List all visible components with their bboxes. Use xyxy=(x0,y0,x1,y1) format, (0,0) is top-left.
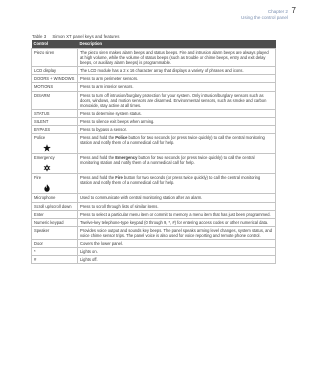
table-row-scroll-up-scroll-down xyxy=(32,202,276,210)
column-header-description: Description xyxy=(78,40,276,49)
control-name: SILENT xyxy=(34,118,49,124)
page-number: 7 xyxy=(291,6,296,15)
control-name: Fire xyxy=(34,175,42,181)
description-cell: The piezo siren makes alarm beeps and status beeps. Fire and intrusion alarm beeps are always played at high volume, while the volume of status beeps (such as trouble or chime beeps, entry and exit delay beeps, or auxiliary alarm beeps) is programmable. xyxy=(78,49,276,67)
table-row-police xyxy=(32,134,276,154)
control-cell xyxy=(32,218,78,226)
control-cell xyxy=(32,117,78,125)
control-name: DISARM xyxy=(34,92,50,98)
description-cell: Lights off. xyxy=(78,256,276,264)
control-name: BYPASS xyxy=(34,127,51,133)
description-cell: Covers the lower panel. xyxy=(78,239,276,247)
table-caption xyxy=(32,34,119,39)
control-cell xyxy=(32,83,78,91)
control-cell xyxy=(32,67,78,75)
description-cell: Provides voice output and sounds key beeps. The panel speaks arming level changes, system status, and voice chime sensor trips. The panel voice is also used for voice reporting and remote phone control. xyxy=(78,226,276,239)
description-cell: Press to scroll through lists of similar items. xyxy=(78,202,276,210)
control-cell xyxy=(32,248,78,256)
description-cell: Press to arm perimeter sensors. xyxy=(78,75,276,83)
control-name: Numeric keypad xyxy=(34,219,64,225)
table-header-row xyxy=(32,40,276,49)
control-cell xyxy=(32,239,78,247)
description-cell: Lights on. xyxy=(78,248,276,256)
table-row-microphone xyxy=(32,194,276,202)
control-name: # xyxy=(34,257,37,263)
control-cell xyxy=(32,75,78,83)
description-cell: Press and hold the Fire button for two seconds (or press twice quickly) to call the central monitoring station and notify them of a nonmedical call for help. xyxy=(78,174,276,194)
control-cell xyxy=(32,174,78,194)
control-name: * xyxy=(34,249,36,255)
control-name: LCD display xyxy=(34,68,57,74)
control-cell xyxy=(32,194,78,202)
table-row-silent xyxy=(32,117,276,125)
emergency-cross-icon xyxy=(34,164,75,172)
control-cell xyxy=(32,91,78,109)
table-row-numeric-keypad xyxy=(32,218,276,226)
table-row-doors-windows xyxy=(32,75,276,83)
panel-keys-table xyxy=(31,40,276,264)
control-name: STATUS xyxy=(34,110,50,116)
control-cell xyxy=(32,210,78,218)
control-cell xyxy=(32,134,78,154)
table-row-disarm xyxy=(32,91,276,109)
control-name: Speaker xyxy=(34,227,50,233)
description-cell: Twelve-key telephone-type keypad (0 through 9, *, #) for entering access codes or other numerical data. xyxy=(78,218,276,226)
table-caption-label: Table 3 xyxy=(32,34,47,39)
description-cell: Press to arm interior sensors. xyxy=(78,83,276,91)
table-row-status xyxy=(32,109,276,117)
table-row-door xyxy=(32,239,276,247)
description-cell: Press and hold the Emergency button for two seconds (or press twice quickly) to call the central monitoring station and notify them of a nonmedical call for help. xyxy=(78,154,276,174)
table-row-bypass xyxy=(32,126,276,134)
control-name: Microphone xyxy=(34,195,56,201)
control-name: Piezo siren xyxy=(34,50,55,55)
description-cell: Press to select a particular menu item or commit to memory a menu item that has just been programmed. xyxy=(78,210,276,218)
table-body xyxy=(32,49,276,264)
column-header-control: Control xyxy=(32,40,78,49)
table-row-motions xyxy=(32,83,276,91)
description-cell: Press to bypass a sensor. xyxy=(78,126,276,134)
chapter-label: Chapter 2 xyxy=(267,9,288,14)
control-name: Police xyxy=(34,135,46,141)
control-name: Emergency xyxy=(34,155,55,161)
table-row-key-17 xyxy=(32,248,276,256)
table-caption-text: Simon XT panel keys and features xyxy=(52,34,120,39)
police-star-icon xyxy=(34,144,75,152)
description-cell: Press to silence exit beeps when arming. xyxy=(78,117,276,125)
control-cell xyxy=(32,226,78,239)
control-name: Enter xyxy=(34,211,44,217)
description-cell: Press to determine system status. xyxy=(78,109,276,117)
control-cell xyxy=(32,202,78,210)
table-row-fire xyxy=(32,174,276,194)
control-name: Door xyxy=(34,240,43,246)
description-cell: Press to turn off intrusion/burglary protection for your system. Only intrusion/burglary sensors such as doors, windows, and motion sensors are disarmed. Environmental sensors, such as smoke and carbon monoxide, stay active at all times. xyxy=(78,91,276,109)
control-name: MOTIONS xyxy=(34,84,54,90)
control-cell xyxy=(32,154,78,174)
control-name: Scroll up/scroll down xyxy=(34,203,72,209)
table-row-speaker xyxy=(32,226,276,239)
control-cell xyxy=(32,256,78,264)
control-cell xyxy=(32,126,78,134)
control-name: DOORS + WINDOWS xyxy=(34,76,75,82)
description-cell: Press and hold the Police button for two seconds (or press twice quickly) to call the central monitoring station and notify them of a nonmedical call for help. xyxy=(78,134,276,154)
chapter-subtitle: Using the control panel xyxy=(241,15,288,20)
table-row-enter xyxy=(32,210,276,218)
page-header xyxy=(241,6,296,21)
control-cell xyxy=(32,109,78,117)
control-cell xyxy=(32,49,78,67)
table-row-piezo-siren xyxy=(32,49,276,67)
description-cell: Used to communicate with central monitoring station after an alarm. xyxy=(78,194,276,202)
table-row-key-18 xyxy=(32,256,276,264)
table-row-emergency xyxy=(32,154,276,174)
table-row-lcd-display xyxy=(32,67,276,75)
fire-flame-icon xyxy=(34,184,75,192)
description-cell: The LCD module has a 2 x 16 character array that displays a variety of phrases and icons. xyxy=(78,67,276,75)
